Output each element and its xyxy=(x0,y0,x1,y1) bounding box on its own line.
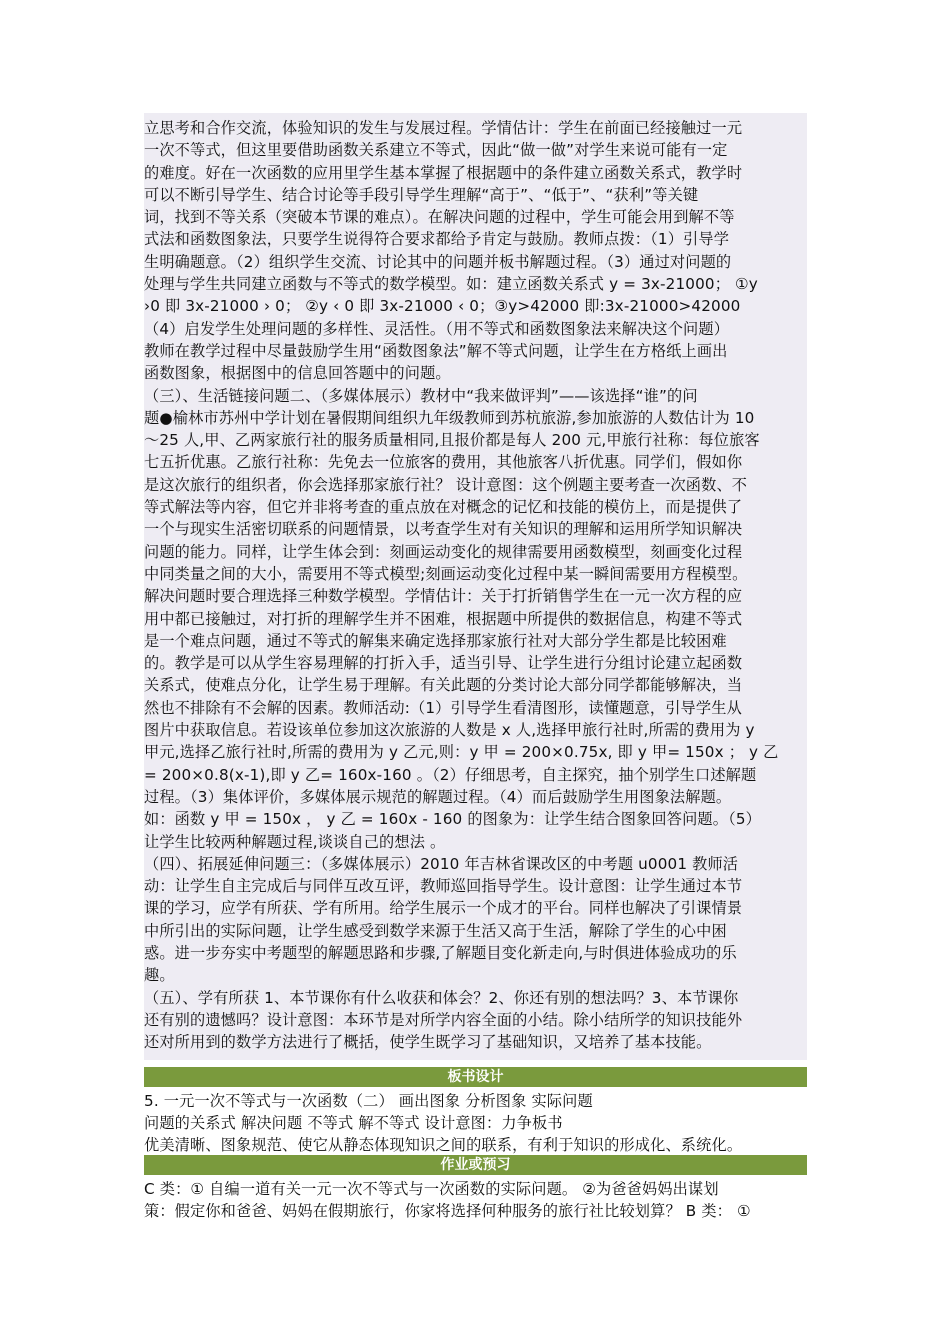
body-line: 式法和函数图象法，只要学生说得符合要求都给予肯定与鼓励。教师点拨：（1）引导学 xyxy=(144,230,730,249)
body-line: ～25 人,甲、乙两家旅行社的服务质量相同,且报价都是每人 200 元,甲旅行社称：每位旅客 xyxy=(144,431,760,450)
body-line: 中所引出的实际问题，让学生感受到数学来源于生活又高于生活，解除了学生的心中困 xyxy=(144,921,727,940)
board-design-line: 优美清晰、图象规范、使它从静态体现知识之间的联系，有利于知识的形成化、系统化。 xyxy=(144,1136,743,1154)
homework-line: C 类：① 自编一道有关一元一次不等式与一次函数的实际问题。 ②为爸爸妈妈出谋划 xyxy=(144,1180,719,1198)
homework-line: 策：假定你和爸爸、妈妈在假期旅行，你家将选择何种服务的旅行社比较划算？ B 类： ① xyxy=(144,1202,751,1220)
body-line: 七五折优惠。乙旅行社称：先免去一位旅客的费用，其他旅客八折优惠。同学们，假如你 xyxy=(144,453,743,472)
body-line: 还有别的遗憾吗？设计意图：本环节是对所学内容全面的小结。除小结所学的知识技能外 xyxy=(144,1010,743,1029)
homework-heading: 作业或预习 xyxy=(144,1155,807,1175)
body-line: 的。教学是可以从学生容易理解的打折入手，适当引导、让学生进行分组讨论建立起函数 xyxy=(144,654,743,673)
body-line: 的难度。好在一次函数的应用里学生基本掌握了根据题中的条件建立函数关系式，教学时 xyxy=(144,163,743,182)
body-line: 惑。进一步夯实中考题型的解题思路和步骤,了解题目变化新走向,与时俱进体验成功的乐 xyxy=(144,943,737,962)
body-line: 教师在教学过程中尽量鼓励学生用“函数图象法”解不等式问题，让学生在方格纸上画出 xyxy=(144,341,728,360)
lesson-body xyxy=(144,117,807,1053)
board-design-line: 5. 一元一次不等式与一次函数（二） 画出图象 分析图象 实际问题 xyxy=(144,1092,593,1110)
body-line: （4）启发学生处理问题的多样性、灵活性。（用不等式和函数图象法来解决这个问题） xyxy=(144,319,730,338)
body-line: ›0 即 3x-21000 › 0； ②y ‹ 0 即 3x-21000 ‹ 0；③y>42000 即:3x-21000>42000 xyxy=(144,297,741,316)
body-line: 处理与学生共同建立函数与不等式的数学模型。如：建立函数关系式 y = 3x-21000； ①y xyxy=(144,275,758,294)
body-line: = 200×0.8(x-1),即 y 乙= 160x-160 。（2）仔细思考，自主探究，抽个别学生口述解题 xyxy=(144,765,757,784)
body-line: 过程。（3）集体评价，多媒体展示规范的解题过程。（4）而后鼓励学生用图象法解题。 xyxy=(144,787,732,806)
body-line: （三）、生活链接问题二、（多媒体展示）教材中“我来做评判”——该选择“谁”的问 xyxy=(144,386,698,405)
body-line: 中同类量之间的大小，需要用不等式模型;刻画运动变化过程中某一瞬间需要用方程模型。 xyxy=(144,564,748,583)
body-line: 还对所用到的数学方法进行了概括，使学生既学习了基础知识，又培养了基本技能。 xyxy=(144,1033,712,1052)
body-line: 函数图象，根据图中的信息回答题中的问题。 xyxy=(144,364,451,383)
body-line: 是一个难点问题，通过不等式的解集来确定选择那家旅行社对大部分学生都是比较困难 xyxy=(144,631,727,650)
body-line: （四）、拓展延伸问题三：（多媒体展示）2010 年吉林省课改区的中考题 u0001 教师活 xyxy=(144,854,739,873)
body-line: 甲元,选择乙旅行社时,所需的费用为 y 乙元,则：y 甲 = 200×0.75x, 即 y 甲= 150x ； y 乙 xyxy=(144,743,779,762)
board-design-heading: 板书设计 xyxy=(144,1067,807,1087)
body-line: 一个与现实生活密切联系的问题情景，以考查学生对有关知识的理解和运用所学知识解决 xyxy=(144,520,743,539)
board-design-line: 问题的关系式 解决问题 不等式 解不等式 设计意图：力争板书 xyxy=(144,1114,563,1132)
body-line: 可以不断引导学生、结合讨论等手段引导学生理解“高于”、“低于”、“获利”等关键 xyxy=(144,185,699,204)
body-line: 问题的能力。同样，让学生体会到：刻画运动变化的规律需要用函数模型，刻画变化过程 xyxy=(144,542,743,561)
body-line: 课的学习，应学有所获、学有所用。给学生展示一个成才的平台。同样也解决了引课情景 xyxy=(144,899,743,918)
homework-section xyxy=(144,1178,807,1222)
body-line: 然也不排除有不会解的因素。教师活动:（1）引导学生看清图形，读懂题意，引导学生从 xyxy=(144,698,742,717)
body-line: 如：函数 y 甲 = 150x ， y 乙 = 160x - 160 的图象为：让学生结合图象回答问题。（5） xyxy=(144,810,761,829)
body-line: 题●榆林市苏州中学计划在暑假期间组织九年级教师到苏杭旅游,参加旅游的人数估计为 10 xyxy=(144,408,755,427)
body-line: 关系式，使难点分化，让学生易于理解。有关此题的分类讨论大部分同学都能够解决，当 xyxy=(144,676,743,695)
body-line: 动：让学生自主完成后与同伴互改互评，教师巡回指导学生。设计意图：让学生通过本节 xyxy=(144,877,743,896)
body-line: 等式解法等内容，但它并非将考查的重点放在对概念的记忆和技能的模仿上，而是提供了 xyxy=(144,498,743,517)
body-line: 用中都已接触过，对打折的理解学生并不困难，根据题中所提供的数据信息，构建不等式 xyxy=(144,609,743,628)
body-line: 是这次旅行的组织者，你会选择那家旅行社？ 设计意图：这个例题主要考查一次函数、不 xyxy=(144,475,748,494)
body-line: 图片中获取信息。若设该单位参加这次旅游的人数是 x 人,选择甲旅行社时,所需的费用为 y xyxy=(144,721,755,740)
body-line: 立思考和合作交流，体验知识的发生与发展过程。学情估计：学生在前面已经接触过一元 xyxy=(144,119,743,137)
body-line: 词，找到不等关系（突破本节课的难点）。在解决问题的过程中，学生可能会用到解不等 xyxy=(144,208,735,227)
body-line: 趣。 xyxy=(144,966,175,985)
body-line: 让学生比较两种解题过程,谈谈自己的想法 。 xyxy=(144,832,446,851)
board-design-section xyxy=(144,1090,807,1156)
body-line: 一次不等式，但这里要借助函数关系建立不等式，因此“做一做”对学生来说可能有一定 xyxy=(144,141,728,160)
body-line: （五）、学有所获 1、本节课你有什么收获和体会？2、你还有别的想法吗？3、本节课你 xyxy=(144,988,739,1007)
body-line: 解决问题时要合理选择三种数学模型。学情估计：关于打折销售学生在一元一次方程的应 xyxy=(144,587,743,606)
body-line: 生明确题意。（2）组织学生交流、讨论其中的问题并板书解题过程。（3）通过对问题的 xyxy=(144,252,732,271)
